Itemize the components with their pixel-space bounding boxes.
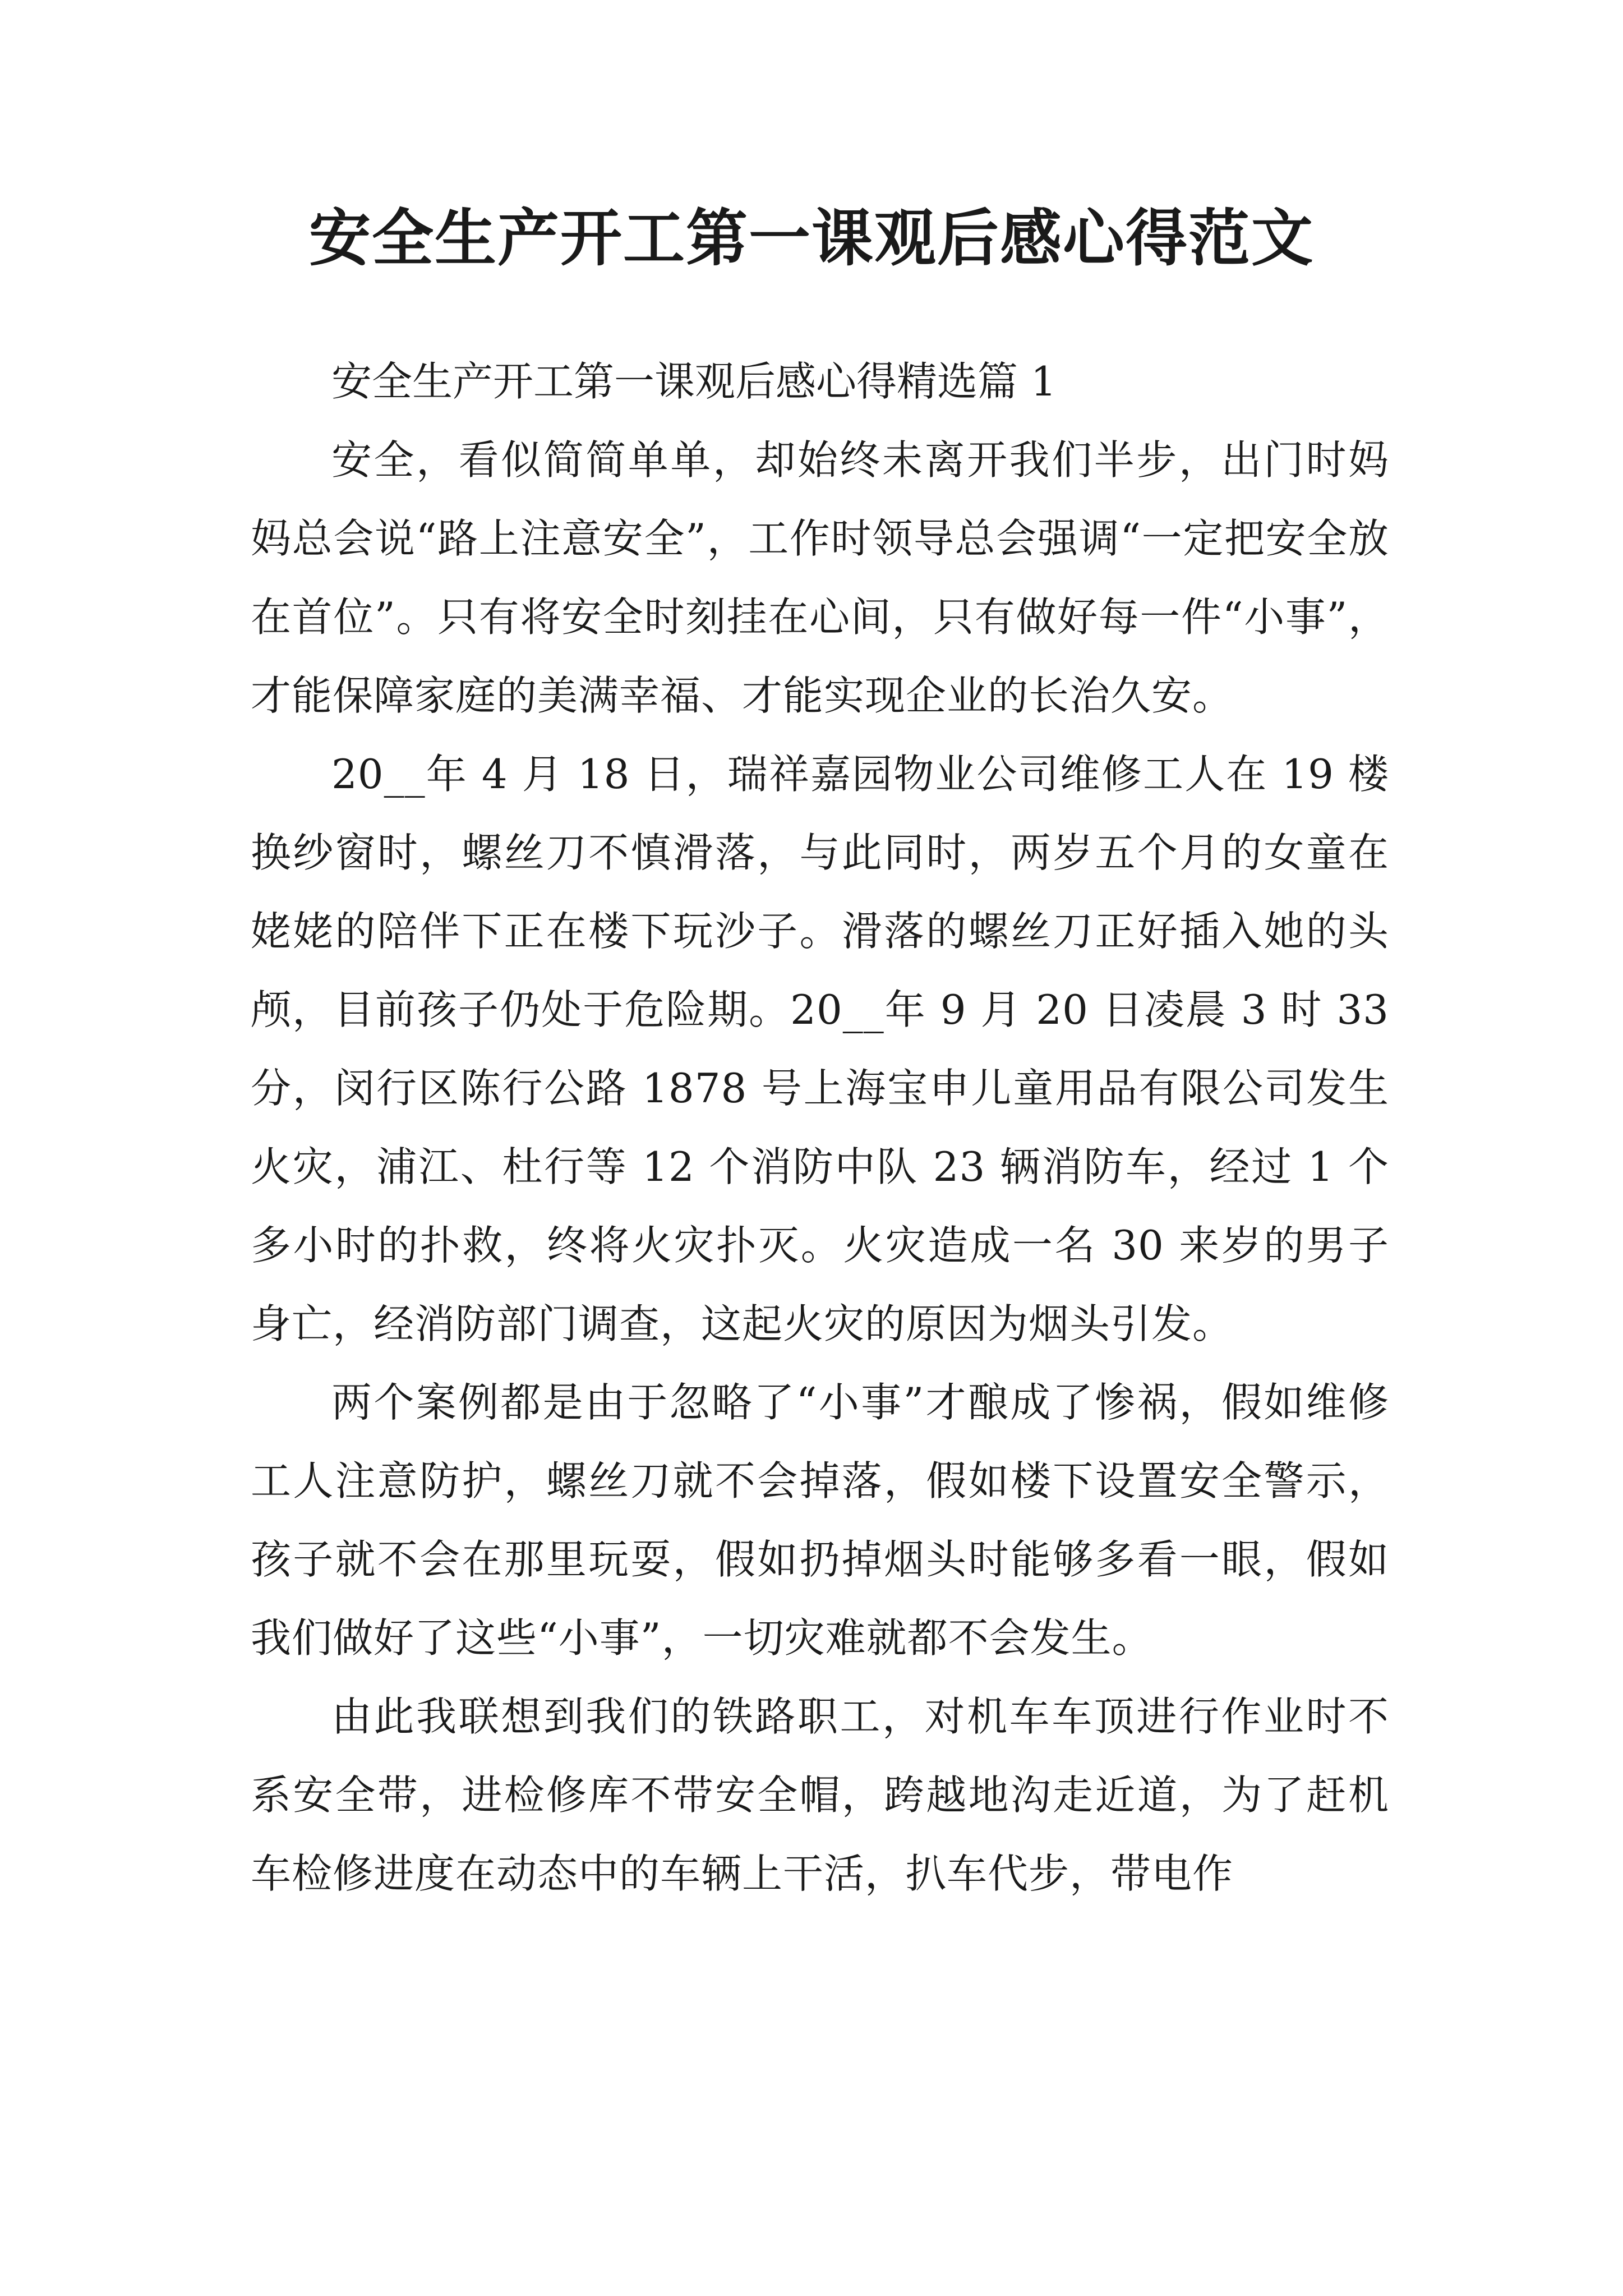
paragraph-1: 安全，看似简简单单，却始终未离开我们半步，出门时妈妈总会说“路上注意安全”，工作时领导总会强调“一定把安全放在首位”。只有将安全时刻挂在心间，只有做好每一件“小事”，才能保障家庭的美满幸福、才能实现企业的长治久安。 [251, 436, 1389, 719]
paragraph-2: 20__年 4 月 18 日，瑞祥嘉园物业公司维修工人在 19 楼换纱窗时，螺丝刀不慎滑落，与此同时，两岁五个月的女童在姥姥的陪伴下正在楼下玩沙子。滑落的螺丝刀正好插入她的头颅，目前孩子仍处于危险期。20__年 9 月 20 日凌晨 3 时 33 分，闵行区陈行公路 1878 号上海宝申儿童用品有限公司发生火灾，浦江、杜行等 12 个消防中队 23 辆消防车，经过 1 个多小时的扑救，终将火灾扑灭。火灾造成一名 30 来岁的男子身亡，经消防部门调查，这起火灾的原因为烟头引发。 [251, 751, 1389, 1347]
section-heading: 安全生产开工第一课观后感心得精选篇 1 [331, 358, 1057, 405]
document-title: 安全生产开工第一课观后感心得范文 [309, 202, 1314, 274]
paragraph-3: 两个案例都是由于忽略了“小事”才酿成了惨祸，假如维修工人注意防护，螺丝刀就不会掉落，假如楼下设置安全警示，孩子就不会在那里玩耍，假如扔掉烟头时能够多看一眼，假如我们做好了这些“小事”，一切灾难就都不会发生。 [251, 1379, 1389, 1662]
paragraph-4: 由此我联想到我们的铁路职工，对机车车顶进行作业时不系安全带，进检修库不带安全帽，跨越地沟走近道，为了赶机车检修进度在动态中的车辆上干活，扒车代步，带电作 [251, 1693, 1389, 1897]
document-body [251, 342, 1389, 1913]
